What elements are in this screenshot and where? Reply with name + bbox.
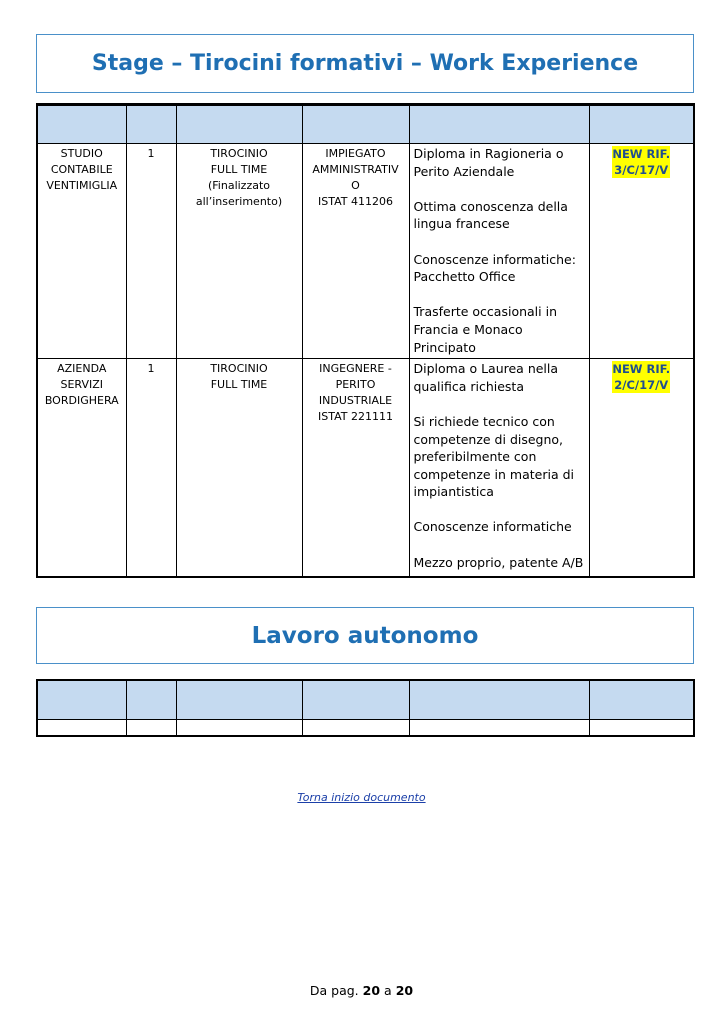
- description-cell: Diploma in Ragioneria o Perito Aziendale Ottima conoscenza della lingua francese Conoscenze informatiche: Pacchetto Office Trasferte occasionali in Francia e Monaco Principato: [409, 144, 589, 359]
- header-cell: [409, 680, 589, 720]
- table-row: [37, 359, 694, 577]
- reference-highlight: NEW RIF. 2/C/17/V: [612, 362, 671, 393]
- company-cell: STUDIO CONTABILE VENTIMIGLIA: [37, 144, 126, 359]
- header-cell: [126, 105, 176, 144]
- reference-highlight: NEW RIF. 3/C/17/V: [612, 147, 671, 177]
- description-cell: Diploma o Laurea nella qualifica richiesta Si richiede tecnico con competenze di disegno, preferibilmente con competenze in materia di impiantistica Conoscenze informatiche Mezzo proprio, patente A/B: [409, 359, 589, 577]
- table-header-row: [37, 680, 694, 720]
- header-cell: [126, 680, 176, 720]
- header-cell: [176, 680, 302, 720]
- table-header-row: [37, 105, 694, 144]
- empty-cell: [37, 720, 126, 737]
- footer-prefix: Da pag.: [309, 983, 359, 998]
- contract-type-cell: TIROCINIO FULL TIME (Finalizzato all’inserimento): [176, 144, 302, 359]
- empty-cell: [176, 720, 302, 737]
- table-row: [37, 720, 694, 737]
- footer-middle: a: [384, 983, 392, 998]
- count-cell: 1: [126, 359, 176, 577]
- page-footer: [0, 983, 723, 998]
- empty-cell: [589, 720, 694, 737]
- back-to-top-link[interactable]: Torna inizio documento: [297, 791, 426, 804]
- section-title: Lavoro autonomo: [251, 622, 479, 649]
- stage-table: [36, 103, 695, 578]
- header-cell: [302, 105, 409, 144]
- empty-cell: [302, 720, 409, 737]
- count-cell: 1: [126, 144, 176, 359]
- table-row: [37, 144, 694, 359]
- empty-cell: [409, 720, 589, 737]
- back-to-top-container: [0, 786, 723, 805]
- reference-cell: [589, 359, 694, 577]
- header-cell: [302, 680, 409, 720]
- total-pages: 20: [395, 983, 414, 998]
- reference-cell: [589, 144, 694, 359]
- lavoro-autonomo-table: [36, 679, 695, 737]
- section-header-lavoro-autonomo: [36, 607, 694, 664]
- current-page: 20: [362, 983, 381, 998]
- section-title: Stage – Tirocini formativi – Work Experience: [91, 51, 639, 76]
- header-cell: [37, 105, 126, 144]
- header-cell: [176, 105, 302, 144]
- role-cell: INGEGNERE - PERITO INDUSTRIALE ISTAT 221111: [302, 359, 409, 577]
- header-cell: [37, 680, 126, 720]
- header-cell: [589, 105, 694, 144]
- contract-type-cell: TIROCINIO FULL TIME: [176, 359, 302, 577]
- header-cell: [589, 680, 694, 720]
- role-cell: IMPIEGATO AMMINISTRATIV O ISTAT 411206: [302, 144, 409, 359]
- header-cell: [409, 105, 589, 144]
- empty-cell: [126, 720, 176, 737]
- company-cell: AZIENDA SERVIZI BORDIGHERA: [37, 359, 126, 577]
- section-header-stage: [36, 34, 694, 93]
